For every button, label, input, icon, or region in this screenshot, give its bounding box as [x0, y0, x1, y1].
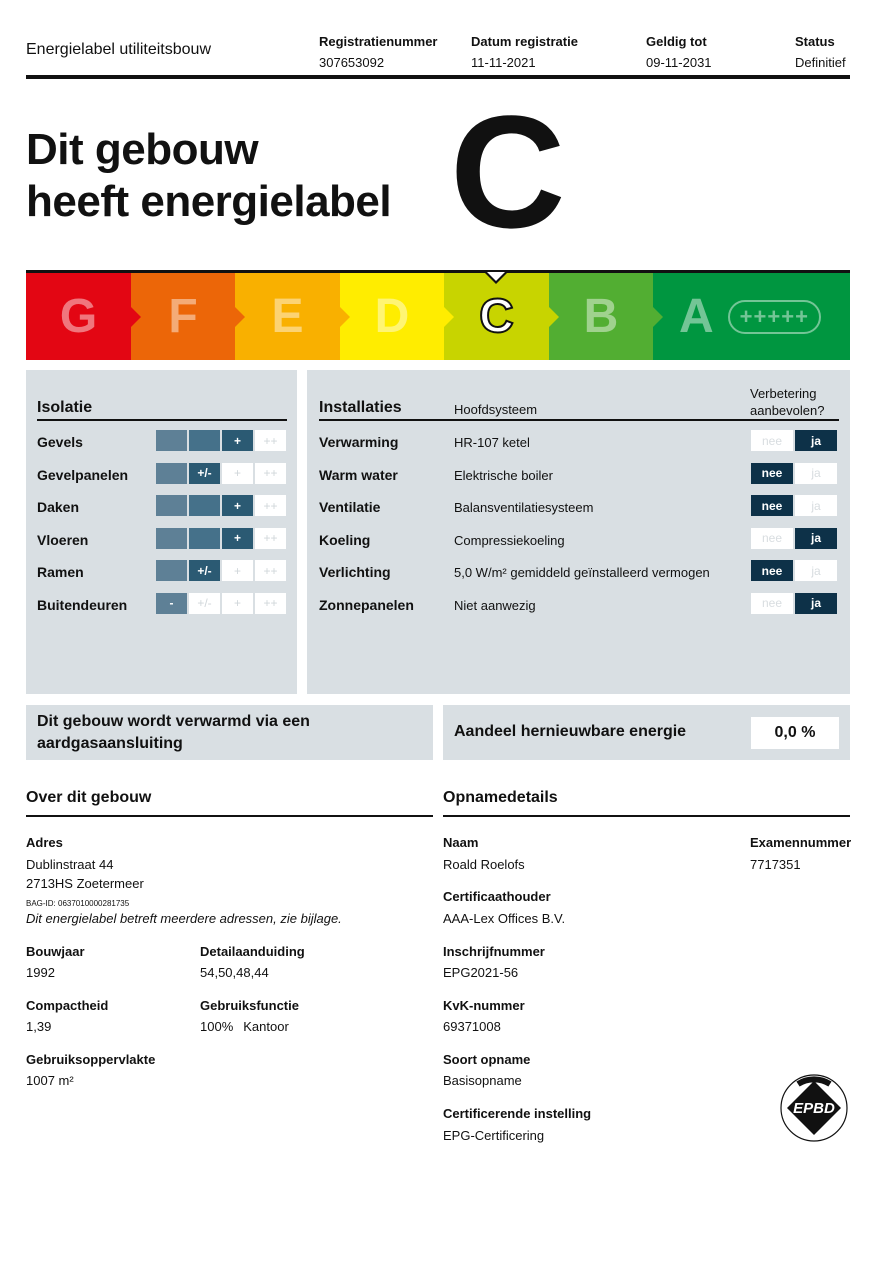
document-type: Energielabel utiliteitsbouw	[26, 41, 211, 58]
energy-label-letter: C	[450, 82, 566, 261]
installaties-title: Installaties	[319, 399, 402, 416]
heating-text	[37, 711, 310, 755]
isolatie-level-cell: ++	[255, 560, 286, 581]
logo-text: EPBD	[793, 1100, 835, 1117]
verbetering-header-line-2: aanbevolen?	[750, 403, 825, 418]
a-plus-indicator: +++++	[728, 300, 821, 334]
isolatie-level-cell: +	[222, 560, 253, 581]
status-label: Status	[795, 34, 835, 49]
isolatie-row-label: Buitendeuren	[37, 596, 128, 613]
advice-nee: nee	[751, 560, 793, 581]
verbetering-header	[750, 385, 824, 419]
registration-date-label: Datum registratie	[471, 34, 578, 49]
advice-ja: ja	[795, 430, 837, 451]
scale-letter-d: D	[374, 290, 410, 343]
installatie-row-value: Balansventilatiesysteem	[454, 500, 594, 515]
over-title: Over dit gebouw	[26, 789, 152, 806]
installatie-row-label: Warm water	[319, 466, 398, 483]
opname-divider	[443, 815, 850, 817]
epbd-logo	[778, 1072, 850, 1144]
renewable-value: 0,0 %	[751, 717, 839, 749]
bijlage-note: Dit energielabel betreft meerdere adressen, zie bijlage.	[26, 911, 342, 926]
isolatie-row-label: Vloeren	[37, 531, 89, 548]
soort-opname-label: Soort opname	[443, 1052, 531, 1067]
isolatie-level-cell: +/-	[189, 463, 220, 484]
isolatie-level-cell: -	[156, 593, 187, 614]
scale-arrow-b	[653, 307, 663, 327]
inschrijfnummer-label: Inschrijfnummer	[443, 944, 545, 959]
isolatie-level-cell: +	[222, 430, 253, 451]
advice-ja: ja	[795, 528, 837, 549]
bouwjaar-label: Bouwjaar	[26, 944, 85, 959]
valid-until-block	[646, 34, 712, 70]
isolatie-level-cell	[156, 495, 187, 516]
valid-until: 09-11-2031	[646, 55, 712, 70]
instelling-label: Certificerende instelling	[443, 1106, 592, 1121]
advice-nee: nee	[751, 528, 793, 549]
isolatie-level-cell: ++	[255, 528, 286, 549]
isolatie-level-cell	[156, 560, 187, 581]
scale-segment-g	[26, 273, 131, 360]
installatie-row-label: Verlichting	[319, 564, 391, 580]
naam-label: Naam	[443, 835, 479, 850]
header-divider	[26, 75, 850, 79]
advice-nee: nee	[751, 430, 793, 451]
installatie-row-label: Ventilatie	[319, 499, 381, 515]
oppervlakte-value: 1007 m²	[26, 1073, 74, 1088]
kvk-value: 69371008	[443, 1019, 501, 1034]
scale-segment-e	[235, 273, 340, 360]
isolatie-level-cell: +	[222, 495, 253, 516]
headline-line-1: Dit gebouw	[26, 125, 259, 174]
scale-letter-b: B	[583, 290, 619, 343]
scale-segment-a	[653, 273, 850, 360]
installatie-row-value: HR-107 ketel	[454, 435, 530, 450]
installatie-row-label: Zonnepanelen	[319, 596, 414, 613]
renewable-label: Aandeel hernieuwbare energie	[454, 723, 687, 740]
isolatie-level-cell: ++	[255, 495, 286, 516]
address-label: Adres	[26, 835, 63, 850]
registration-number-block	[319, 34, 437, 70]
over-divider	[26, 815, 433, 817]
advice-ja: ja	[795, 560, 837, 581]
instelling-value: EPG-Certificering	[443, 1128, 545, 1143]
isolatie-row-label: Ramen	[37, 564, 84, 580]
isolatie-row-label: Daken	[37, 499, 80, 515]
inschrijfnummer-value: EPG2021-56	[443, 965, 519, 980]
bag-id: BAG-ID: 0637010000281735	[26, 899, 130, 908]
gebruiksfunctie-value	[200, 1019, 289, 1034]
installatie-row-value: 5,0 W/m² gemiddeld geïnstalleerd vermogen	[454, 565, 710, 580]
isolatie-level-cell: +/-	[189, 560, 220, 581]
address-line-1: Dublinstraat 44	[26, 857, 114, 872]
scale-letter-e: E	[271, 290, 304, 343]
isolatie-level-cell	[189, 430, 220, 451]
isolatie-row-label: Gevels	[37, 434, 83, 450]
isolatie-level-cell	[156, 528, 187, 549]
isolatie-divider	[37, 419, 287, 421]
advice-nee: nee	[751, 495, 793, 516]
detail-label: Detailaanduiding	[200, 944, 305, 959]
scale-segment-d	[340, 273, 444, 360]
advice-nee: nee	[751, 463, 793, 484]
opname-title: Opnamedetails	[443, 789, 558, 806]
isolatie-level-cell: +	[222, 593, 253, 614]
examen-label: Examennummer	[750, 835, 852, 850]
isolatie-level-cell: +	[222, 528, 253, 549]
scale-letter-f: F	[168, 290, 198, 343]
kvk-label: KvK-nummer	[443, 998, 525, 1013]
scale-letter-a: A	[679, 290, 714, 343]
scale-arrow-g	[131, 307, 141, 327]
gebruiksfunctie-name: Kantoor	[243, 1019, 289, 1034]
verbetering-header-line-1: Verbetering	[750, 386, 817, 401]
scale-letter-g: G	[59, 290, 98, 343]
isolatie-level-cell	[156, 463, 187, 484]
active-label-pointer-inner	[487, 272, 505, 281]
installaties-divider	[319, 419, 839, 421]
registration-number-label: Registratienummer	[319, 34, 438, 49]
scale-segment-b	[549, 273, 653, 360]
scale-segment-f	[131, 273, 235, 360]
isolatie-level-cell: ++	[255, 593, 286, 614]
heating-text-line-2: aardgasaansluiting	[37, 735, 183, 752]
heating-text-line-1: Dit gebouw wordt verwarmd via een	[37, 713, 310, 730]
installatie-row-label: Koeling	[319, 531, 371, 548]
gebruiksfunctie-label: Gebruiksfunctie	[200, 998, 299, 1013]
scale-letter-c: C	[479, 290, 514, 343]
examen-value: 7717351	[750, 857, 801, 872]
compactheid-label: Compactheid	[26, 998, 109, 1013]
certificaathouder-label: Certificaathouder	[443, 889, 551, 904]
advice-ja: ja	[795, 463, 837, 484]
headline	[26, 124, 391, 228]
compactheid-value: 1,39	[26, 1019, 52, 1034]
isolatie-title: Isolatie	[37, 399, 93, 416]
installatie-row-value: Niet aanwezig	[454, 597, 536, 613]
registration-number: 307653092	[319, 55, 385, 70]
scale-arrow-f	[235, 307, 245, 327]
gebruiksfunctie-percent: 100%	[200, 1019, 234, 1034]
installatie-row-value: Elektrische boiler	[454, 467, 553, 483]
installatie-row-value: Compressiekoeling	[454, 532, 565, 548]
hoofdsysteem-header: Hoofdsysteem	[454, 402, 538, 417]
certificaathouder-value: AAA-Lex Offices B.V.	[443, 911, 566, 926]
isolatie-level-cell: +	[222, 463, 253, 484]
valid-until-label: Geldig tot	[646, 34, 707, 49]
isolatie-level-cell	[156, 430, 187, 451]
advice-ja: ja	[795, 495, 837, 516]
isolatie-level-cell: ++	[255, 463, 286, 484]
status-block	[795, 34, 846, 70]
scale-arrow-e	[340, 307, 350, 327]
scale-arrow-d	[444, 307, 454, 327]
isolatie-row-label: Gevelpanelen	[37, 466, 129, 483]
registration-date-block	[471, 34, 578, 70]
soort-opname-value: Basisopname	[443, 1073, 522, 1088]
isolatie-level-cell	[189, 528, 220, 549]
oppervlakte-label: Gebruiksoppervlakte	[26, 1052, 156, 1067]
advice-ja: ja	[795, 593, 837, 614]
energy-label-scale	[26, 273, 850, 360]
epbd-logo-icon	[778, 1072, 850, 1144]
naam-value: Roald Roelofs	[443, 857, 525, 872]
installatie-row-label: Verwarming	[319, 434, 399, 450]
headline-line-2: heeft energielabel	[26, 177, 392, 226]
isolatie-level-cell: ++	[255, 430, 286, 451]
isolatie-level-cell	[189, 495, 220, 516]
bouwjaar-value: 1992	[26, 965, 55, 980]
isolatie-level-cell: +/-	[189, 593, 220, 614]
status-value: Definitief	[795, 55, 846, 70]
address-line-2: 2713HS Zoetermeer	[26, 876, 144, 891]
advice-nee: nee	[751, 593, 793, 614]
registration-date: 11-11-2021	[471, 55, 536, 70]
detail-value: 54,50,48,44	[200, 965, 269, 980]
scale-arrow-c	[549, 307, 559, 327]
scale-segment-c	[444, 273, 549, 360]
